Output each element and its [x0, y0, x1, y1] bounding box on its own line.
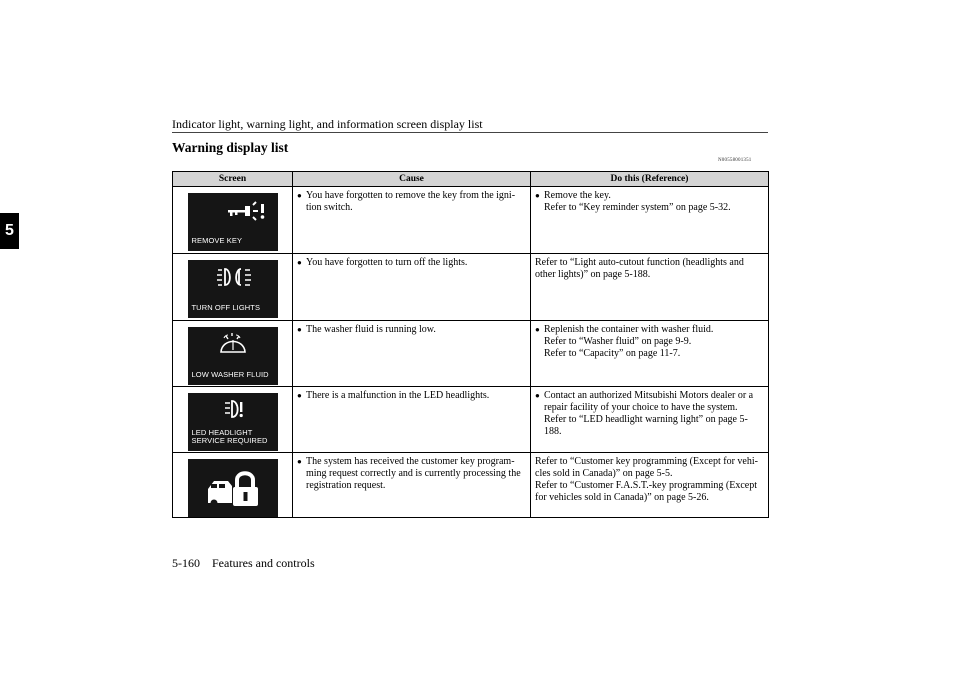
chapter-tab[interactable]: 5	[0, 213, 19, 249]
page-footer	[172, 556, 315, 571]
cause-cell	[293, 187, 531, 254]
action-text: Refer to “Customer F.A.S.T.-key programming (Except for vehicles sold in Canada)” on page 5-26.	[535, 480, 758, 503]
screen-display	[188, 260, 278, 318]
screen-cell	[173, 254, 293, 321]
action-text: Refer to “Key reminder system” on page 5-32.	[544, 202, 731, 213]
action-text: Contact an authorized Mitsubishi Motors dealer or a repair facility of your choice to have the system.	[544, 390, 754, 413]
bullet-icon: ●	[297, 258, 302, 267]
action-cell	[531, 187, 769, 254]
action-text: Refer to “LED headlight warning light” on page 5-188.	[544, 414, 748, 437]
cause-text: There is a malfunction in the LED headlights.	[306, 390, 490, 401]
cause-cell	[293, 321, 531, 387]
bullet-icon: ●	[535, 325, 540, 334]
table-row	[173, 321, 769, 387]
warning-display-table	[172, 171, 769, 518]
action-text: Refer to “Washer fluid” on page 9-9.	[544, 336, 692, 347]
screen-label: TURN OFF LIGHTS	[191, 303, 261, 312]
action-text: Refer to “Capacity” on page 11-7.	[544, 348, 681, 359]
key-reminder-icon	[226, 201, 268, 221]
page-number: 5-160	[172, 556, 200, 570]
column-header-cause: Cause	[293, 172, 531, 187]
action-text: Remove the key.	[544, 190, 611, 201]
led-headlight-warning-icon	[224, 400, 246, 420]
bullet-icon: ●	[297, 325, 302, 334]
bullet-icon: ●	[535, 391, 540, 400]
bullet-icon: ●	[297, 391, 302, 400]
screen-cell	[173, 321, 293, 387]
bullet-icon: ●	[297, 457, 302, 466]
cause-cell	[293, 254, 531, 321]
section-title: Warning display list	[172, 140, 289, 155]
screen-cell	[173, 187, 293, 254]
action-text: Replenish the container with washer fluid.	[544, 324, 714, 335]
action-cell	[531, 254, 769, 321]
screen-display	[188, 393, 278, 451]
screen-display	[188, 459, 278, 517]
cause-cell	[293, 453, 531, 518]
screen-label: LOW WASHER FLUID	[191, 370, 269, 379]
cause-text: The system has received the customer key program-ming request correctly and is currently processing the registration request.	[306, 456, 521, 491]
action-text: Refer to “Light auto-cutout function (headlights and other lights)” on page 5-188.	[535, 257, 744, 280]
car-lock-icon	[206, 469, 262, 509]
table-row	[173, 254, 769, 321]
screen-display	[188, 193, 278, 251]
screen-label-line: SERVICE REQUIRED	[191, 436, 268, 445]
bullet-icon: ●	[297, 191, 302, 200]
action-cell	[531, 321, 769, 387]
table-row	[173, 387, 769, 453]
header-rule	[172, 132, 768, 133]
table-row	[173, 187, 769, 254]
screen-cell	[173, 387, 293, 453]
table-header-row	[173, 172, 769, 187]
table-row	[173, 453, 769, 518]
footer-chapter: Features and controls	[212, 556, 315, 570]
cause-text: You have forgotten to remove the key from the igni-tion switch.	[306, 190, 516, 213]
cause-cell	[293, 387, 531, 453]
headlights-icon	[216, 267, 254, 287]
column-header-action: Do this (Reference)	[531, 172, 769, 187]
page-header: Indicator light, warning light, and information screen display list	[172, 117, 483, 131]
screen-display	[188, 327, 278, 385]
action-cell	[531, 387, 769, 453]
column-header-screen: Screen	[173, 172, 293, 187]
washer-fluid-icon	[218, 332, 248, 354]
screen-label-line: LED HEADLIGHT	[191, 428, 253, 437]
screen-label: REMOVE KEY	[191, 236, 243, 245]
bullet-icon: ●	[535, 191, 540, 200]
action-text: Refer to “Customer key programming (Except for vehi-cles sold in Canada)” on page 5-5.	[535, 456, 758, 479]
cause-text: The washer fluid is running low.	[306, 324, 436, 335]
document-code: N00558001351	[718, 158, 752, 163]
cause-text: You have forgotten to turn off the lights.	[306, 257, 468, 268]
action-cell	[531, 453, 769, 518]
screen-label	[192, 429, 276, 445]
screen-cell	[173, 453, 293, 518]
